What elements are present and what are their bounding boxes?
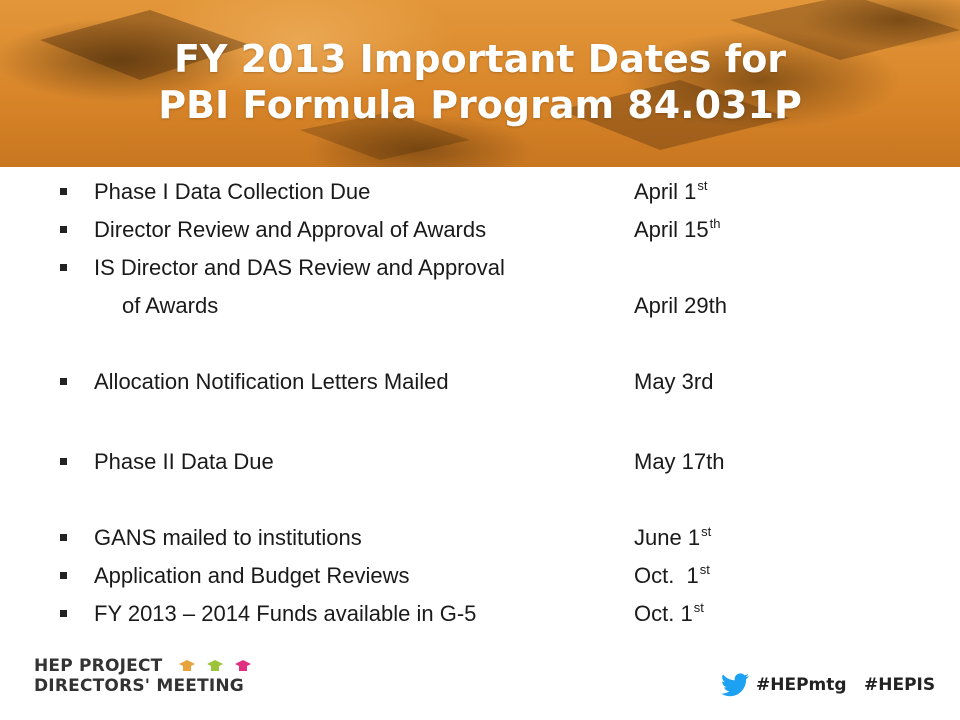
item-label: Director Review and Approval of Awards: [94, 217, 487, 242]
item-date: May 17th: [634, 449, 725, 474]
item-label: IS Director and DAS Review and Approval: [94, 255, 505, 280]
bullet-icon: [60, 610, 67, 617]
header-banner: [0, 0, 960, 167]
list-item: [0, 250, 960, 286]
list-item: [0, 444, 960, 480]
bullet-icon: [60, 572, 67, 579]
item-label: Application and Budget Reviews: [94, 563, 410, 588]
list-item: [0, 558, 960, 594]
bullet-icon: [60, 188, 67, 195]
page-title: [0, 36, 960, 128]
list-item: [0, 520, 960, 556]
item-date: April 29th: [634, 293, 727, 318]
item-label: Phase II Data Due: [94, 449, 274, 474]
hashtag-hepis[interactable]: #HEPIS: [864, 675, 936, 695]
logo-line-1: HEP PROJECT: [34, 656, 257, 676]
item-date: April 1st: [634, 178, 708, 204]
item-label: of Awards: [122, 293, 219, 318]
item-date: Oct. 1st: [634, 562, 710, 588]
bullet-icon: [60, 534, 67, 541]
item-date: April 15th: [634, 216, 721, 242]
title-line-2: PBI Formula Program 84.031P: [158, 83, 802, 127]
list-item: [0, 596, 960, 632]
item-label: FY 2013 – 2014 Funds available in G-5: [94, 601, 477, 626]
hep-logo: [34, 656, 257, 696]
item-date: Oct. 1st: [634, 600, 704, 626]
item-date: June 1st: [634, 524, 712, 550]
logo-line-2: DIRECTORS' MEETING: [34, 676, 244, 696]
bullet-icon: [60, 264, 67, 271]
twitter-bird-icon: [721, 673, 749, 697]
graduation-caps: [179, 656, 257, 676]
bullet-icon: [60, 458, 67, 465]
graduation-cap-icon: [179, 660, 195, 672]
graduation-cap-icon: [235, 660, 251, 672]
title-line-1: FY 2013 Important Dates for: [173, 37, 787, 81]
bullet-icon: [60, 226, 67, 233]
hashtag-hepmtg[interactable]: #HEPmtg: [756, 675, 847, 695]
item-label: Allocation Notification Letters Mailed: [94, 369, 449, 394]
graduation-cap-icon: [207, 660, 223, 672]
list-item: [0, 174, 960, 210]
list-item-continuation: [0, 288, 960, 324]
list-item: [0, 212, 960, 248]
list-item: [0, 364, 960, 400]
bullet-icon: [60, 378, 67, 385]
item-label: Phase I Data Collection Due: [94, 179, 371, 204]
item-label: GANS mailed to institutions: [94, 525, 362, 550]
item-date: May 3rd: [634, 369, 714, 394]
